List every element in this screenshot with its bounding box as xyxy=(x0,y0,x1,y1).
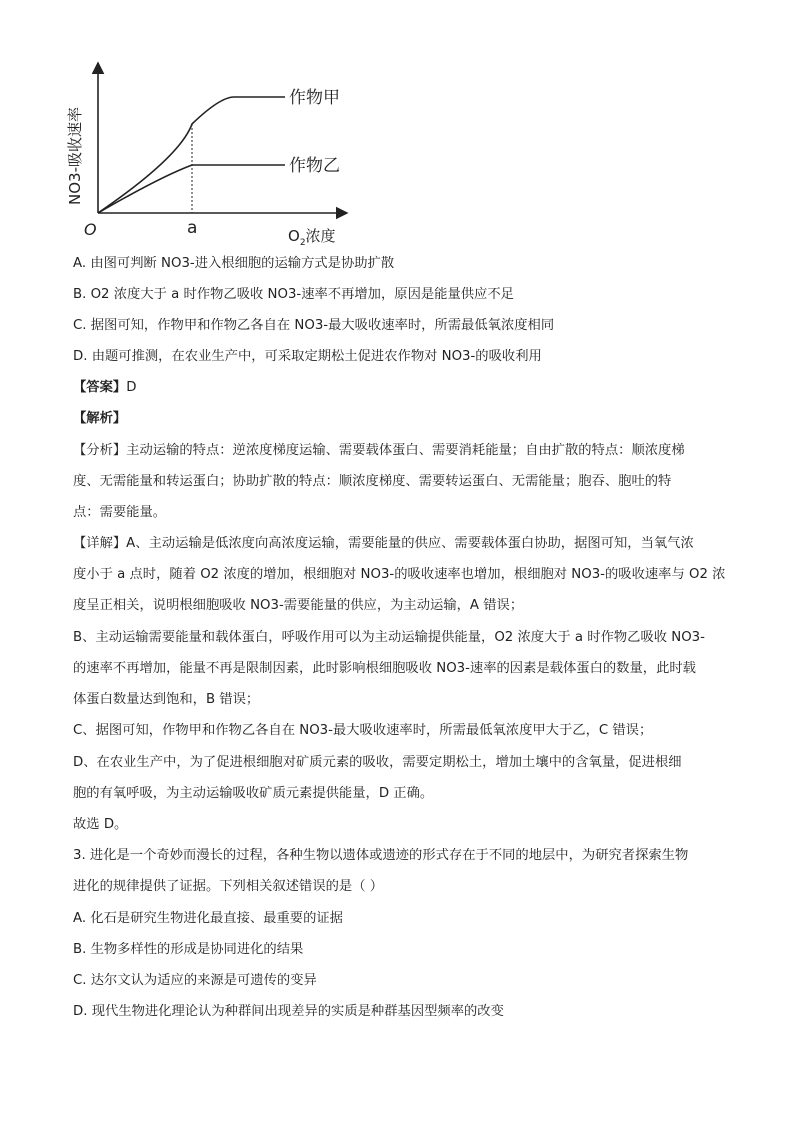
x-axis-label: $O_2$浓度 xyxy=(288,227,336,248)
series-jia-line xyxy=(98,97,285,213)
series-yi-label: 作物乙 xyxy=(289,156,340,176)
q3-stem-line-2: 进化的规律提供了证据。下列相关叙述错误的是（ ） xyxy=(73,879,384,894)
series-jia-label: 作物甲 xyxy=(289,88,340,108)
analysis-tag: 【解析】 xyxy=(73,411,127,426)
answer-value: D xyxy=(126,380,137,395)
xiangjie-line-7: C、据图可知，作物甲和作物乙各自在 NO3-最大吸收速率时，所需最低氧浓度甲大于乙，C 错误； xyxy=(73,723,653,738)
y-axis-label: NO3-吸收速率 xyxy=(66,107,84,205)
option-d: D. 由题可推测，在农业生产中，可采取定期松土促进农作物对 NO3-的吸收利用 xyxy=(73,349,542,364)
q3-option-b: B. 生物多样性的形成是协同进化的结果 xyxy=(73,942,304,957)
fenxi-line-3: 点：需要能量。 xyxy=(73,505,167,520)
fenxi-line-1: 【分析】主动运输的特点：逆浓度梯度运输、需要载体蛋白、需要消耗能量；自由扩散的特点：顺浓度梯 xyxy=(73,443,685,458)
xiangjie-line-3: 度呈正相关，说明根细胞吸收 NO3-需要能量的供应，为主动运输，A 错误； xyxy=(73,598,524,613)
absorption-rate-chart xyxy=(60,55,360,255)
q3-option-a: A. 化石是研究生物进化最直接、最重要的证据 xyxy=(73,911,343,926)
xiangjie-line-2: 度小于 a 点时，随着 O2 浓度的增加，根细胞对 NO3-的吸收速率也增加，根细胞对 NO3-的吸收速率与 O2 浓 xyxy=(73,567,726,582)
xiangjie-line-6: 体蛋白数量达到饱和，B 错误； xyxy=(73,692,260,707)
xiangjie-line-9: 胞的有氧呼吸，为主动运输吸收矿质元素提供能量，D 正确。 xyxy=(73,786,434,801)
conclusion-line: 故选 D。 xyxy=(73,817,128,832)
answer-tag: 【答案】 xyxy=(73,380,127,395)
origin-label: O xyxy=(84,220,97,239)
option-b: B. O2 浓度大于 a 时作物乙吸收 NO3-速率不再增加，原因是能量供应不足 xyxy=(73,287,514,302)
xiangjie-line-8: D、在农业生产中，为了促进根细胞对矿质元素的吸收，需要定期松土，增加土壤中的含氧量，促进根细 xyxy=(73,755,682,770)
q3-stem-line-1: 3. 进化是一个奇妙而漫长的过程，各种生物以遗体或遗迹的形式存在于不同的地层中，为研究者探索生物 xyxy=(73,848,689,863)
fenxi-line-2: 度、无需能量和转运蛋白；协助扩散的特点：顺浓度梯度、需要转运蛋白、无需能量；胞吞、胞吐的特 xyxy=(73,474,672,489)
option-a: A. 由图可判断 NO3-进入根细胞的运输方式是协助扩散 xyxy=(73,256,395,271)
q3-option-d: D. 现代生物进化理论认为种群间出现差异的实质是种群基因型频率的改变 xyxy=(73,1004,504,1019)
x-tick-a: a xyxy=(187,218,198,238)
option-c: C. 据图可知，作物甲和作物乙各自在 NO3-最大吸收速率时，所需最低氧浓度相同 xyxy=(73,318,555,333)
answer-line xyxy=(73,380,136,396)
xiangjie-line-1: 【详解】A、主动运输是低浓度向高浓度运输，需要能量的供应、需要载体蛋白协助，据图可知，当氧气浓 xyxy=(73,536,694,551)
xiangjie-line-5: 的速率不再增加，能量不再是限制因素，此时影响根细胞吸收 NO3-速率的因素是载体蛋白的数量，此时载 xyxy=(73,661,696,676)
xiangjie-line-4: B、主动运输需要能量和载体蛋白，呼吸作用可以为主动运输提供能量，O2 浓度大于 a 时作物乙吸收 NO3- xyxy=(73,630,705,645)
q3-option-c: C. 达尔文认为适应的来源是可遗传的变异 xyxy=(73,973,317,988)
